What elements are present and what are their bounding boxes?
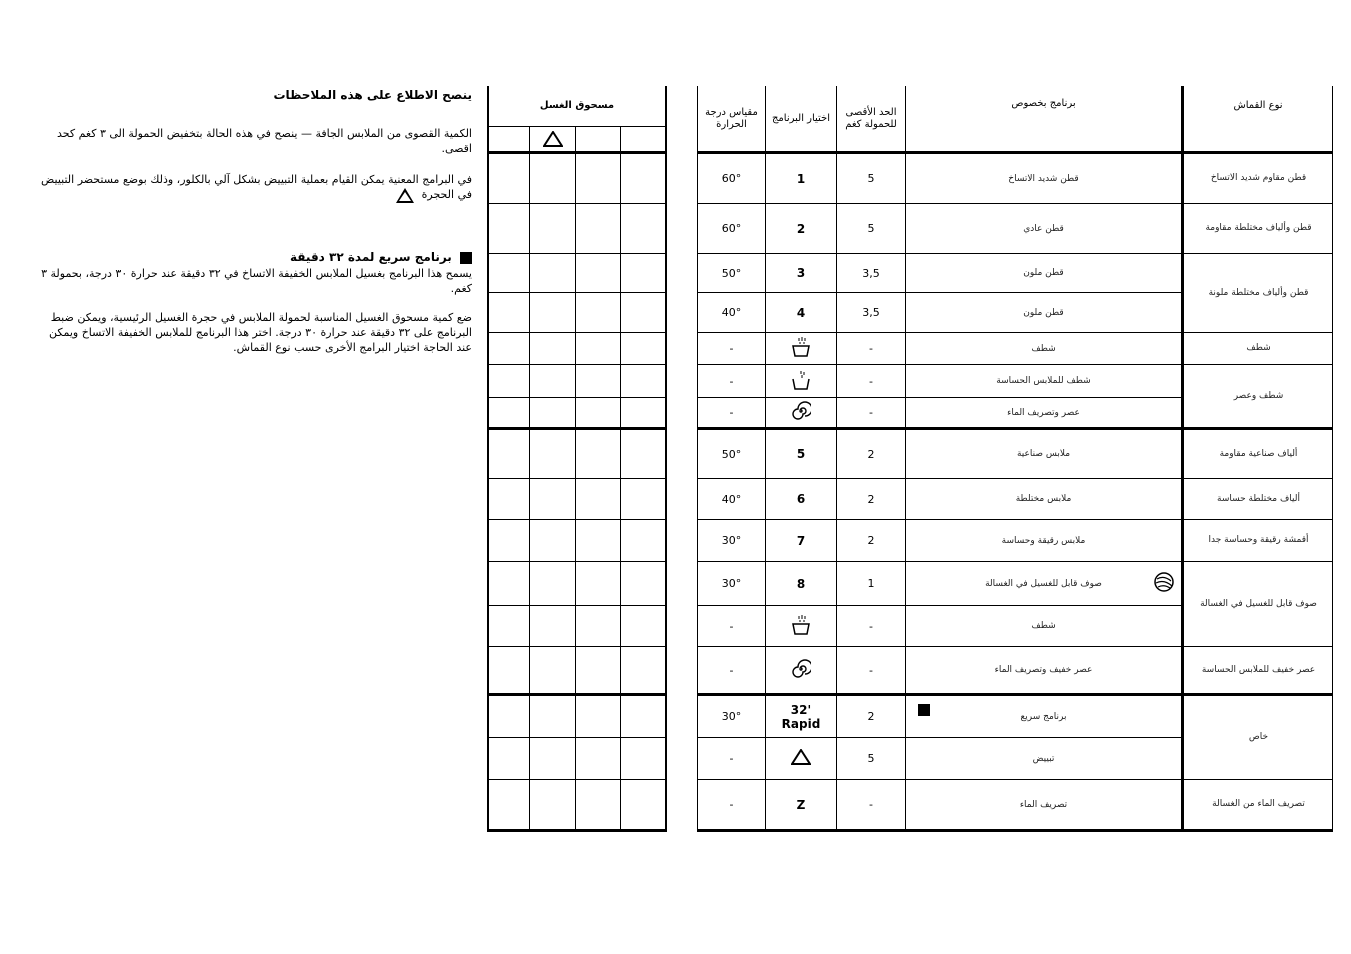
max-load-cell: 5 (867, 752, 875, 765)
fabric-type-cell: ألياف صناعية مقاومة (1219, 448, 1298, 459)
temperature-cell: - (729, 406, 734, 419)
programme-selector-cell: 4 (796, 305, 806, 320)
bleach-triangle-icon (530, 127, 575, 151)
notes-paragraph-2: في البرامج المعنية يمكن القيام بعملية التبييض بشكل آلي بالكلور، وذلك بوضع مستحضر التبييض في الحجرة (41, 173, 472, 201)
programme-selector-cell: 3 (796, 266, 806, 280)
header-selector: اختيار البرنامج (771, 112, 831, 124)
max-load-cell: - (869, 798, 873, 811)
programme-selector-cell: 32' Rapid (781, 702, 821, 731)
programme-description: تصريف الماء (1019, 799, 1068, 810)
detergent-table (487, 86, 667, 832)
gentle-rinse-icon (790, 369, 812, 394)
programme-selector-cell (766, 365, 836, 397)
max-load-cell: - (869, 619, 873, 633)
rapid-title: برنامج سريع لمدة ٣٢ دقيقة (290, 250, 472, 264)
programme-description: ملابس مختلطة (1015, 494, 1072, 504)
programme-description: قطن عادي (1023, 223, 1064, 234)
rinse-icon (790, 336, 812, 361)
fabric-type-cell: عصر خفيف للملابس الحساسة (1201, 664, 1316, 675)
max-load-cell: 2 (867, 710, 875, 723)
rapid-square-icon (918, 704, 930, 716)
bleach-triangle-icon (396, 188, 414, 203)
fabric-type-cell: قطن وألياف مختلطة ملونة (1208, 287, 1309, 298)
temperature-cell: 30° (721, 577, 742, 590)
max-load-cell: 2 (867, 492, 875, 506)
programme-selector-cell (766, 398, 836, 427)
rapid-square-icon (460, 252, 472, 264)
max-load-cell: - (869, 663, 873, 677)
max-load-cell: 1 (867, 577, 875, 590)
temperature-cell: 30° (721, 710, 742, 723)
temperature-cell: - (729, 374, 734, 388)
spin-icon (791, 659, 811, 682)
programme-description: عصر خفيف وتصريف الماء (994, 665, 1093, 675)
max-load-cell: 5 (867, 172, 875, 185)
programme-description: قطن شديد الاتساخ (1008, 173, 1079, 184)
fabric-type-cell: تصريف الماء من الغسالة (1212, 799, 1305, 809)
temperature-cell: - (729, 798, 734, 811)
max-load-cell: 3,5 (862, 266, 880, 280)
programme-selector-cell: 7 (796, 533, 806, 548)
programme-description: تبييض (1032, 753, 1055, 764)
notes-paragraph-1: الكمية القصوى من الملابس الجافة — ينصح في هذه الحالة بتخفيض الحمولة الى ٣ كغم كحد اقصى. (56, 127, 472, 155)
programme-description: صوف قابل للغسيل في الغسالة (906, 562, 1181, 605)
max-load-cell: 3,5 (862, 306, 880, 319)
max-load-cell: 5 (867, 222, 875, 235)
header-temperature: مقياس درجة الحرارة (705, 106, 758, 130)
programme-description: برنامج سريع (906, 696, 1181, 737)
programme-selector-cell: Z (796, 797, 806, 812)
programme-description: شطف للملابس الحساسة (996, 376, 1091, 386)
programme-description: قطن ملون (1023, 307, 1064, 318)
header-max-load: الحد الأقصى للحمولة كغم (845, 106, 897, 130)
rinse-icon (790, 614, 812, 639)
programme-description: قطن ملون (1023, 268, 1064, 278)
programme-selector-cell (766, 606, 836, 646)
programme-description: عصر وتصريف الماء (1007, 407, 1080, 418)
programme-selector-cell: 2 (796, 221, 806, 236)
bleach-triangle-icon (791, 749, 811, 768)
temperature-cell: 40° (721, 492, 742, 506)
fabric-type-cell: شطف (1246, 343, 1271, 353)
fabric-type-cell: أقمشة رقيقة وحساسة جدا (1208, 535, 1309, 545)
programme-description: شطف (1031, 343, 1056, 354)
header-programme: برنامج بخصوص (1011, 97, 1076, 109)
temperature-cell: - (729, 752, 734, 765)
programme-selector-cell (766, 647, 836, 693)
temperature-cell: - (729, 619, 734, 633)
programme-description: ملابس صناعية (1016, 449, 1071, 459)
temperature-cell: - (729, 663, 734, 677)
programme-description: ملابس رقيقة وحساسة (1001, 535, 1086, 546)
max-load-cell: 2 (867, 534, 875, 547)
temperature-cell: 30° (721, 534, 742, 547)
detergent-header: مسحوق الغسل (539, 100, 615, 111)
notes-paragraph-4: ضع كمية مسحوق الغسيل المناسبة لحمولة الملابس في حجرة الغسيل الرئيسية، ويمكن ضبط البرنامج على ٣٢ دقيقة عند حرارة ٣٠ درجة. اختر هذا البرنامج للملابس الخفيفة الاتساخ ويمكن عند الحاجة اختيار البرامج الأخرى حسب نوع القماش. (49, 311, 472, 354)
temperature-cell: 40° (721, 306, 742, 319)
fabric-type-cell: خاص (1248, 732, 1269, 742)
programme-selector-cell: 6 (796, 492, 806, 506)
header-fabric: نوع القماش (1233, 100, 1283, 111)
max-load-cell: - (869, 342, 873, 355)
programme-table (697, 86, 1333, 832)
notes-title: ينصح الاطلاع على هذه الملاحظات (273, 88, 472, 102)
max-load-cell: - (869, 406, 873, 419)
fabric-type-cell: ألياف مختلطة حساسة (1217, 493, 1300, 504)
max-load-cell: - (869, 374, 873, 388)
temperature-cell: 60° (721, 222, 742, 235)
fabric-type-cell: قطن وألياف مختلطة مقاومة (1205, 223, 1312, 233)
notes-paragraph-3: يسمح هذا البرنامج بغسيل الملابس الخفيفة الاتساخ في ٣٢ دقيقة عند حرارة ٣٠ درجة، بحمولة ٣ كغم. (41, 267, 472, 295)
spin-icon (791, 401, 811, 424)
temperature-cell: 50° (721, 266, 742, 280)
fabric-type-cell: صوف قابل للغسيل في الغسالة (1200, 598, 1317, 609)
programme-selector-cell: 5 (796, 447, 806, 461)
programme-selector-cell (766, 333, 836, 364)
programme-selector-cell: 1 (796, 171, 806, 186)
max-load-cell: 2 (867, 447, 875, 461)
fabric-type-cell: شطف وعصر (1233, 390, 1284, 401)
temperature-cell: 50° (721, 447, 742, 461)
temperature-cell: - (729, 342, 734, 355)
fabric-type-cell: قطن مقاوم شديد الاتساخ (1210, 173, 1307, 183)
programme-selector-cell (766, 738, 836, 779)
programme-description: شطف (1031, 621, 1056, 631)
wool-icon (1153, 571, 1175, 596)
temperature-cell: 60° (721, 172, 742, 185)
programme-selector-cell: 8 (796, 576, 806, 591)
